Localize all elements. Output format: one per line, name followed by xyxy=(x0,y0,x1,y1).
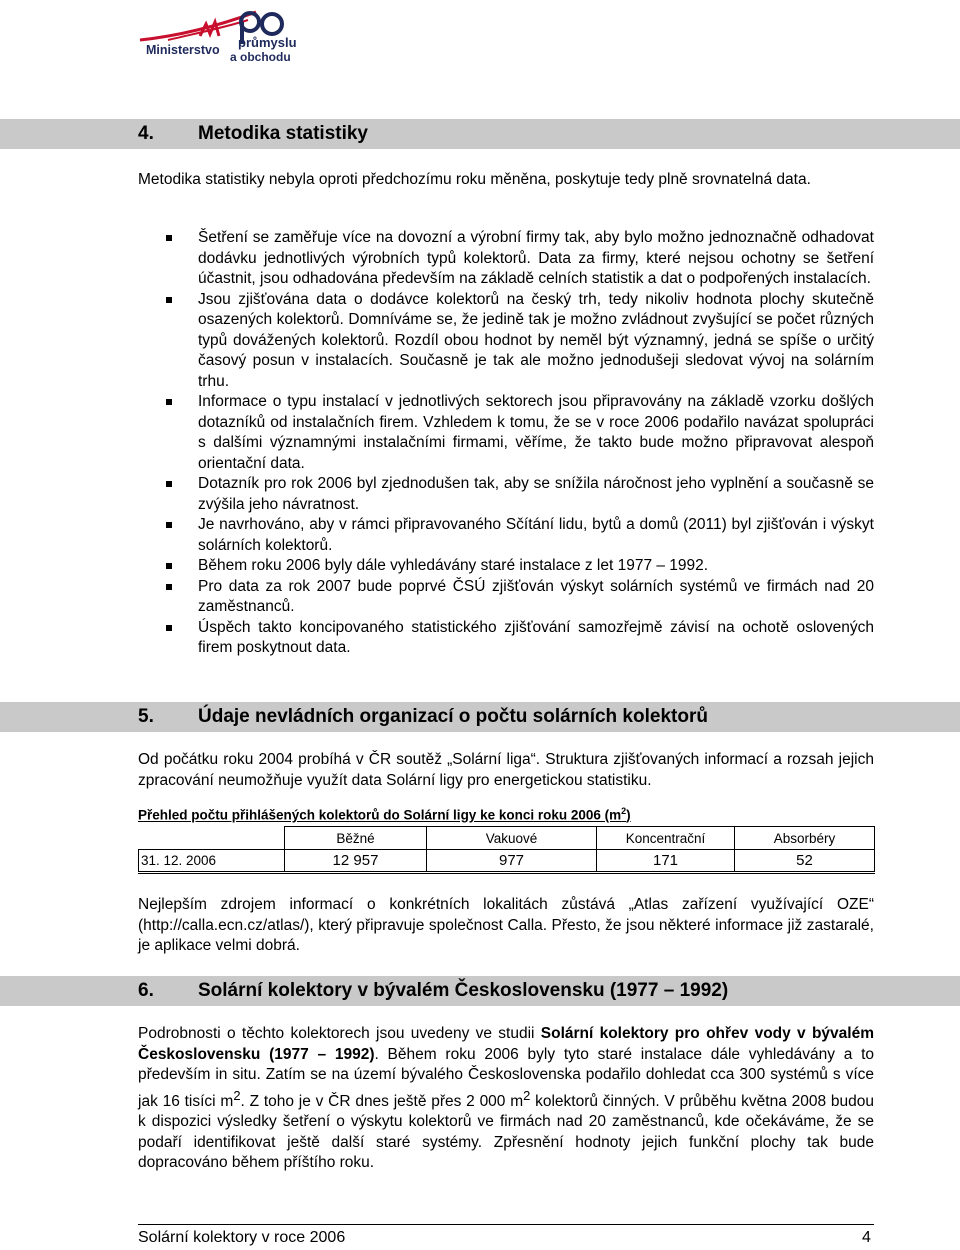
bullet-text: Pro data za rok 2007 bude poprvé ČSÚ zjišťován výskyt solárních systémů ve firmách nad 20 zaměstnanců. xyxy=(198,577,874,615)
ministry-logo xyxy=(138,6,298,68)
section-6-title: Solární kolektory v bývalém Československu (1977 – 1992) xyxy=(198,980,729,1001)
section-5-heading xyxy=(138,705,714,729)
bullet-square-icon xyxy=(166,235,172,241)
section-5-number: 5. xyxy=(138,706,154,727)
section-6-text-start: Podrobnosti o těchto kolektorech jsou uvedeny ve studii xyxy=(138,1025,541,1042)
bullet-text: Úspěch takto koncipovaného statistického zjišťování samozřejmě závisí na ochotě oslovených firem poskytnout data. xyxy=(198,618,874,656)
bullet-square-icon xyxy=(166,481,172,487)
table-cell: 52 xyxy=(735,850,875,873)
table-header-row xyxy=(139,827,875,850)
section-6-paragraph xyxy=(138,1024,874,1174)
footer-title: Solární kolektory v roce 2006 xyxy=(138,1229,346,1246)
section-6-text-mid1: . Během roku 2006 byly tyto staré instalace dále vyhledávány a to především in situ. Zatím se na území bývalého Československa podařilo dohledat cca 300 systémů s více jak 16 tisíci m xyxy=(138,1045,874,1110)
table-cell: 12 957 xyxy=(285,850,427,873)
bullet-text: Je navrhováno, aby v rámci připravovaného Sčítání lidu, bytů a domů (2011) byl zjišťován i výskyt solárních kolektorů. xyxy=(198,516,874,554)
table-caption-text: Přehled počtu přihlášených kolektorů do Solární ligy ke konci roku 2006 (m xyxy=(138,807,622,823)
table-row-label: 31. 12. 2006 xyxy=(139,850,285,873)
section-4-title: Metodika statistiky xyxy=(198,123,368,144)
section-6-heading xyxy=(138,979,734,1003)
bullet-text: Jsou zjišťována data o dodávce kolektorů na český trh, tedy nikoliv hodnota plochy skutečně osazených kolektorů. Domníváme se, že jedině tak je možno zvládnout zvyšující se počet různých typů dovážených kolektorů. Rozdíl obou hodnot by neměl být významný, jedná se spíše o určitý časový posun v instalacích. Současně je tak ale možno jednodušeji sledovat vývoj na solárním trhu. xyxy=(198,290,874,390)
table-header-cell: Koncentrační xyxy=(597,827,735,850)
bullet-text: Během roku 2006 byly dále vyhledávány staré instalace z let 1977 – 1992. xyxy=(198,557,709,574)
table-header-cell: Absorbéry xyxy=(735,827,875,850)
table-cell: 171 xyxy=(597,850,735,873)
page-number: 4 xyxy=(862,1229,871,1246)
bullet-square-icon xyxy=(166,563,172,569)
bullet-square-icon xyxy=(166,399,172,405)
solar-league-table xyxy=(138,826,875,874)
list-item xyxy=(160,577,874,618)
superscript: 2 xyxy=(233,1087,241,1103)
study-title: Solární kolektory pro ohřev vody v bývalém Československu (1977 – 1992) xyxy=(138,1025,874,1063)
logo-line-3: a obchodu xyxy=(230,50,291,64)
bullet-text: Informace o typu instalací v jednotlivých sektorech jsou připravovány na základě vzorku došlých dotazníků od instalačních firem. Vzhledem k tomu, že se v roce 2006 podařilo navázat spolupráci s dalšími významnými instalačními firmami, věříme, že takto bude možno připravovat alespoň orientační data. xyxy=(198,393,874,472)
bullet-text: Dotazník pro rok 2006 byl zjednodušen tak, aby se snížila náročnost jeho vyplnění a současně se zvýšila jeho návratnost. xyxy=(198,475,874,513)
list-item xyxy=(160,556,874,577)
table-caption xyxy=(138,806,631,823)
logo-line-2: průmyslu xyxy=(238,35,297,50)
table-caption-sup: 2 xyxy=(621,806,627,816)
bullet-square-icon xyxy=(166,297,172,303)
section-6-text-mid2: . Z toho je v ČR dnes ještě přes 2 000 m xyxy=(240,1092,524,1110)
section-5-title: Údaje nevládních organizací o počtu solárních kolektorů xyxy=(198,706,708,727)
section-6-text-end: kolektorů činných. V průběhu května 2008 budou k dispozici výsledky šetření o výskytu kolektorů ve firmách nad 20 zaměstnanců, kde očekáváme, že se podaří identifikovat ještě další staré systémy. Zpřesnění hodnoty jejich funkční plochy tak bude dopracováno během příštího roku. xyxy=(138,1092,874,1172)
section-4-bullet-list xyxy=(160,228,874,659)
list-item xyxy=(160,228,874,290)
table-header-cell: Vakuové xyxy=(427,827,597,850)
table-corner-cell xyxy=(139,827,285,850)
section-4-intro: Metodika statistiky nebyla oproti předchozímu roku měněna, poskytuje tedy plně srovnatelná data. xyxy=(138,171,811,188)
table-cell: 977 xyxy=(427,850,597,873)
table-row xyxy=(139,850,875,873)
superscript: 2 xyxy=(523,1087,531,1103)
list-item xyxy=(160,474,874,515)
footer-divider xyxy=(138,1224,874,1225)
bullet-square-icon xyxy=(166,584,172,590)
list-item xyxy=(160,290,874,393)
bullet-text: Šetření se zaměřuje více na dovozní a výrobní firmy tak, aby bylo možno jednoznačně odhadovat dodávku jednotlivých výrobních typů kolektorů. Data za firmy, které nejsou ochotny se šetření účastnit, jsou odhadována především na základě celních statistik a dat o podpořených instalacích. xyxy=(198,229,874,287)
list-item xyxy=(160,618,874,659)
section-5-intro: Od počátku roku 2004 probíhá v ČR soutěž „Solární liga“. Struktura zjišťovaných informací a rozsah jejich zpracování neumožňuje využít data Solární ligy pro energetickou statistiku. xyxy=(138,751,874,789)
bullet-square-icon xyxy=(166,625,172,631)
logo-line-1: Ministerstvo xyxy=(146,43,220,57)
section-6-number: 6. xyxy=(138,980,154,1001)
bullet-square-icon xyxy=(166,522,172,528)
section-4-number: 4. xyxy=(138,123,154,144)
list-item xyxy=(160,515,874,556)
table-header-cell: Běžné xyxy=(285,827,427,850)
table-caption-end: ) xyxy=(626,807,631,823)
section-4-heading xyxy=(138,122,374,146)
list-item xyxy=(160,392,874,474)
section-5-outro: Nejlepším zdrojem informací o konkrétních lokalitách zůstává „Atlas zařízení využívající OZE“ (http://calla.ecn.cz/atlas/), který připravuje společnost Calla. Přesto, že jsou některé informace již zastaralé, je aplikace velmi dobrá. xyxy=(138,896,874,954)
